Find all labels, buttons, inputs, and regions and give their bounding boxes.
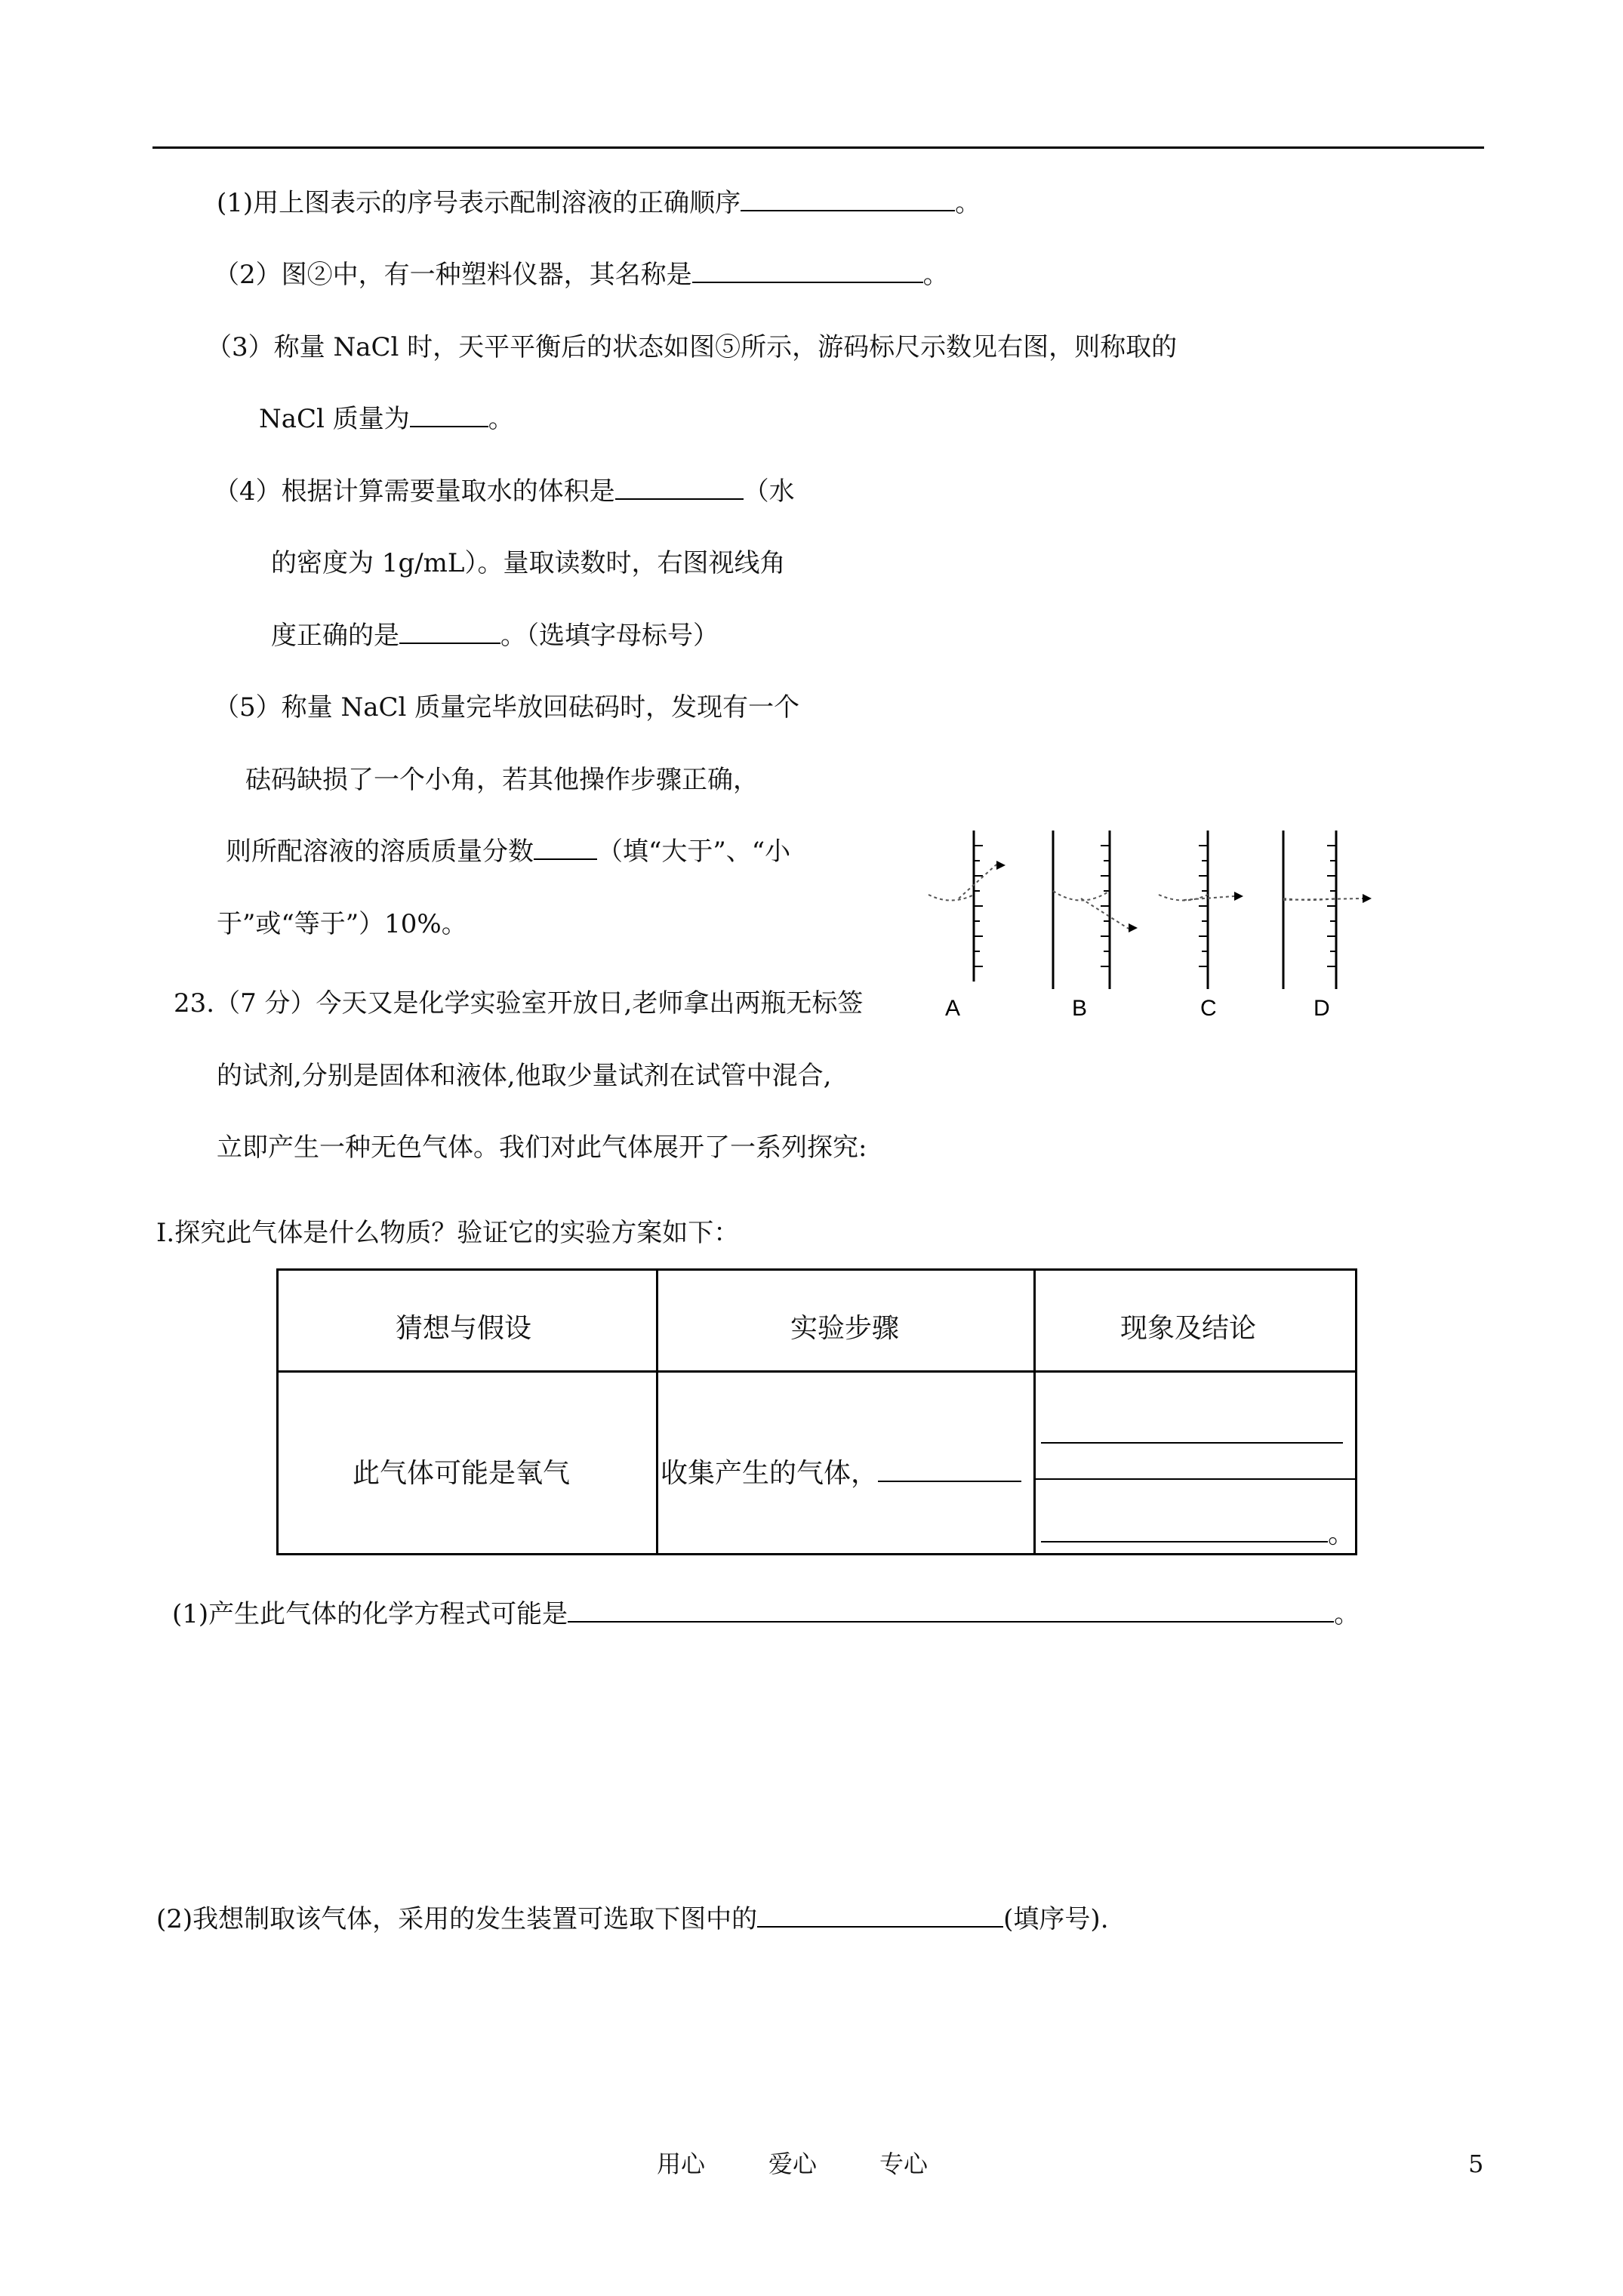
footer-item-2: 爱心 <box>768 2150 818 2178</box>
question-23-line-1: 23.（7 分）今天又是化学实验室开放日,老师拿出两瓶无标签 <box>174 988 864 1019</box>
experiment-table <box>276 1268 1357 1555</box>
answer-blank-6[interactable] <box>534 858 597 860</box>
footer-item-1: 用心 <box>657 2150 706 2178</box>
page-number: 5 <box>1468 2150 1484 2178</box>
table-cell-step: 收集产生的气体， <box>661 1452 1021 1490</box>
answer-blank-1[interactable] <box>741 209 955 211</box>
question-3-line-2: NaCl 质量为 。 <box>259 404 514 434</box>
footer-item-3: 专心 <box>879 2150 929 2178</box>
question-2-text: （2）图②中，有一种塑料仪器，其名称是 <box>214 260 692 290</box>
part-1: (1)产生此气体的化学方程式可能是 。 <box>172 1599 1360 1629</box>
question-1-text: (1)用上图表示的序号表示配制溶液的正确顺序 <box>217 188 741 218</box>
answer-blank-5[interactable] <box>399 642 500 644</box>
question-5-line-3: 则所配溶液的溶质质量分数 （填“大于”、“小 <box>226 837 791 867</box>
figure-label-a: A <box>945 996 961 1021</box>
apparatus-blank[interactable] <box>757 1925 1003 1928</box>
figure-label-c: C <box>1200 996 1217 1021</box>
section-1-heading: I.探究此气体是什么物质？验证它的实验方案如下： <box>156 1218 740 1248</box>
question-23-line-3: 立即产生一种无色气体。我们对此气体展开了一系列探究: <box>217 1133 867 1163</box>
answer-blank-3[interactable] <box>410 425 488 427</box>
question-4-line-1: （4）根据计算需要量取水的体积是 （水 <box>214 476 795 507</box>
header-rule <box>152 146 1484 149</box>
part-2: (2)我想制取该气体，采用的发生装置可选取下图中的 (填序号). <box>156 1904 1109 1934</box>
figure-label-b: B <box>1072 996 1088 1021</box>
question-4-line-3: 度正确的是 。（选填字母标号） <box>271 621 719 651</box>
table-result-line-2: 。 <box>1041 1512 1355 1551</box>
answer-blank-4[interactable] <box>615 498 744 500</box>
question-5-line-1: （5）称量 NaCl 质量完毕放回砝码时，发现有一个 <box>214 692 800 723</box>
table-cell-hypothesis: 此气体可能是氧气 <box>353 1458 571 1489</box>
question-3-line-1: （3）称量 NaCl 时，天平平衡后的状态如图⑤所示，游码标尺示数见右图，则称取的 <box>206 332 1178 362</box>
table-result-blank-1[interactable] <box>1041 1441 1343 1444</box>
table-header-result: 现象及结论 <box>1120 1313 1257 1344</box>
question-5-line-2: 砝码缺损了一个小角，若其他操作步骤正确， <box>245 765 759 795</box>
answer-blank-2[interactable] <box>692 281 923 283</box>
question-4-line-2: 的密度为 1g/mL）。量取读数时，右图视线角 <box>271 548 786 578</box>
figure-label-d: D <box>1313 996 1330 1021</box>
equation-blank[interactable] <box>568 1620 1334 1623</box>
table-result-blank-2[interactable] <box>1041 1540 1328 1542</box>
table-header-hypothesis: 猜想与假设 <box>396 1313 532 1344</box>
table-header-steps: 实验步骤 <box>790 1313 900 1344</box>
question-2: （2）图②中，有一种塑料仪器，其名称是 。 <box>214 260 949 290</box>
question-5-line-4: 于”或“等于”）10%。 <box>217 909 467 939</box>
reading-angle-figure <box>913 823 1404 1034</box>
question-23-line-2: 的试剂,分别是固体和液体,他取少量试剂在试管中混合, <box>217 1061 832 1091</box>
question-1: (1)用上图表示的序号表示配制溶液的正确顺序 。 <box>217 188 981 218</box>
table-step-blank[interactable] <box>878 1480 1021 1482</box>
